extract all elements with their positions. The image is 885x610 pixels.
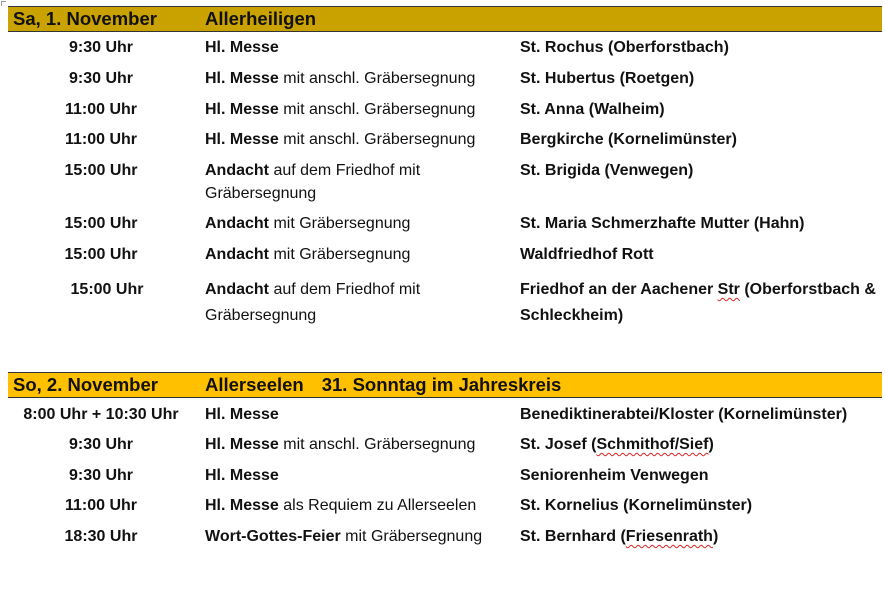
event <box>205 215 505 233</box>
event-type: Hl. Messe <box>205 70 279 87</box>
event-detail: mit Gräbersegnung <box>340 528 483 545</box>
event-type: Hl. Messe <box>205 497 279 514</box>
place: Waldfriedhof Rott <box>520 246 654 263</box>
event-type: Hl. Messe <box>205 436 279 453</box>
feast-name: Allerseelen <box>205 374 304 395</box>
section-sunday <box>8 372 882 545</box>
place: Benediktinerabtei/Kloster (Kornelimünster) <box>520 406 848 423</box>
event <box>205 131 505 149</box>
place: St. Brigida (Venwegen) <box>520 162 694 179</box>
event <box>205 101 505 119</box>
event-detail: auf dem Friedhof mit Gräbersegnung <box>205 281 421 324</box>
event-detail: auf dem Friedhof mit Gräbersegnung <box>205 162 421 202</box>
event-detail: mit anschl. Gräbersegnung <box>278 131 476 148</box>
event-type: Andacht <box>205 215 269 232</box>
time: 9:30 Uhr <box>68 39 134 56</box>
corner-mark <box>1 1 6 6</box>
feast-label: Allerheiligen <box>205 8 317 29</box>
place: St. Anna (Walheim) <box>520 101 665 118</box>
event <box>205 406 505 424</box>
event-type: Andacht <box>205 246 269 263</box>
place <box>520 277 880 329</box>
place-part: Friedhof an der Aachener <box>520 281 718 298</box>
time: 15:00 Uhr <box>64 246 138 263</box>
event <box>205 277 445 329</box>
place-part: ) <box>712 528 719 545</box>
place-part-spellcheck: Str <box>717 281 740 298</box>
time: 11:00 Uhr <box>64 131 138 148</box>
event <box>205 497 505 515</box>
event-detail: als Requiem zu Allerseelen <box>278 497 477 514</box>
time: 9:30 Uhr <box>68 70 134 87</box>
time: 9:30 Uhr <box>68 436 134 453</box>
day-header <box>8 6 882 32</box>
place: St. Maria Schmerzhafte Mutter (Hahn) <box>520 215 805 232</box>
event-type: Hl. Messe <box>205 406 279 423</box>
event <box>205 528 505 546</box>
place: St. Rochus (Oberforstbach) <box>520 39 729 56</box>
event-detail: mit Gräbersegnung <box>269 246 411 263</box>
event-detail: mit Gräbersegnung <box>269 215 411 232</box>
place: Seniorenheim Venwegen <box>520 467 709 484</box>
event <box>205 467 505 485</box>
place: Bergkirche (Kornelimünster) <box>520 131 737 148</box>
event-type: Andacht <box>205 162 269 179</box>
event-type: Andacht <box>205 281 269 298</box>
place-part: St. Bernhard ( <box>520 528 626 545</box>
event-type: Wort-Gottes-Feier <box>205 528 341 545</box>
time: 18:30 Uhr <box>64 528 138 545</box>
time: 11:00 Uhr <box>64 497 138 514</box>
section-saturday <box>8 6 882 324</box>
place: St. Kornelius (Kornelimünster) <box>520 497 753 514</box>
event-type: Hl. Messe <box>205 39 279 56</box>
time: 8:00 Uhr + 10:30 Uhr <box>23 406 179 423</box>
event <box>205 70 505 88</box>
time: 11:00 Uhr <box>64 101 138 118</box>
event-type: Hl. Messe <box>205 467 279 484</box>
event-detail: mit anschl. Gräbersegnung <box>278 101 476 118</box>
time: 15:00 Uhr <box>64 162 138 179</box>
event-detail: mit anschl. Gräbersegnung <box>278 70 476 87</box>
place <box>520 528 880 546</box>
place-part-spellcheck: Friesenrath <box>625 528 713 545</box>
time: 15:00 Uhr <box>70 281 144 298</box>
event-type: Hl. Messe <box>205 131 279 148</box>
day-label: So, 2. November <box>13 374 158 395</box>
day-label: Sa, 1. November <box>13 8 157 29</box>
event <box>205 39 505 57</box>
place-part: (Oberforstbach & Schleckheim) <box>520 281 876 324</box>
place: St. Hubertus (Roetgen) <box>520 70 695 87</box>
time: 15:00 Uhr <box>64 215 138 232</box>
place-part-spellcheck: Schmithof/Sief <box>596 436 709 453</box>
feast-subtitle: 31. Sonntag im Jahreskreis <box>321 374 562 395</box>
feast-label <box>205 374 882 396</box>
place-part: ) <box>708 436 714 453</box>
event <box>205 436 505 454</box>
place <box>520 436 880 454</box>
event <box>205 246 505 264</box>
day-header <box>8 372 882 398</box>
event-type: Hl. Messe <box>205 101 279 118</box>
place-part: St. Josef ( <box>520 436 597 453</box>
time: 9:30 Uhr <box>68 467 134 484</box>
event-detail: mit anschl. Gräbersegnung <box>278 436 476 453</box>
event <box>205 159 445 205</box>
